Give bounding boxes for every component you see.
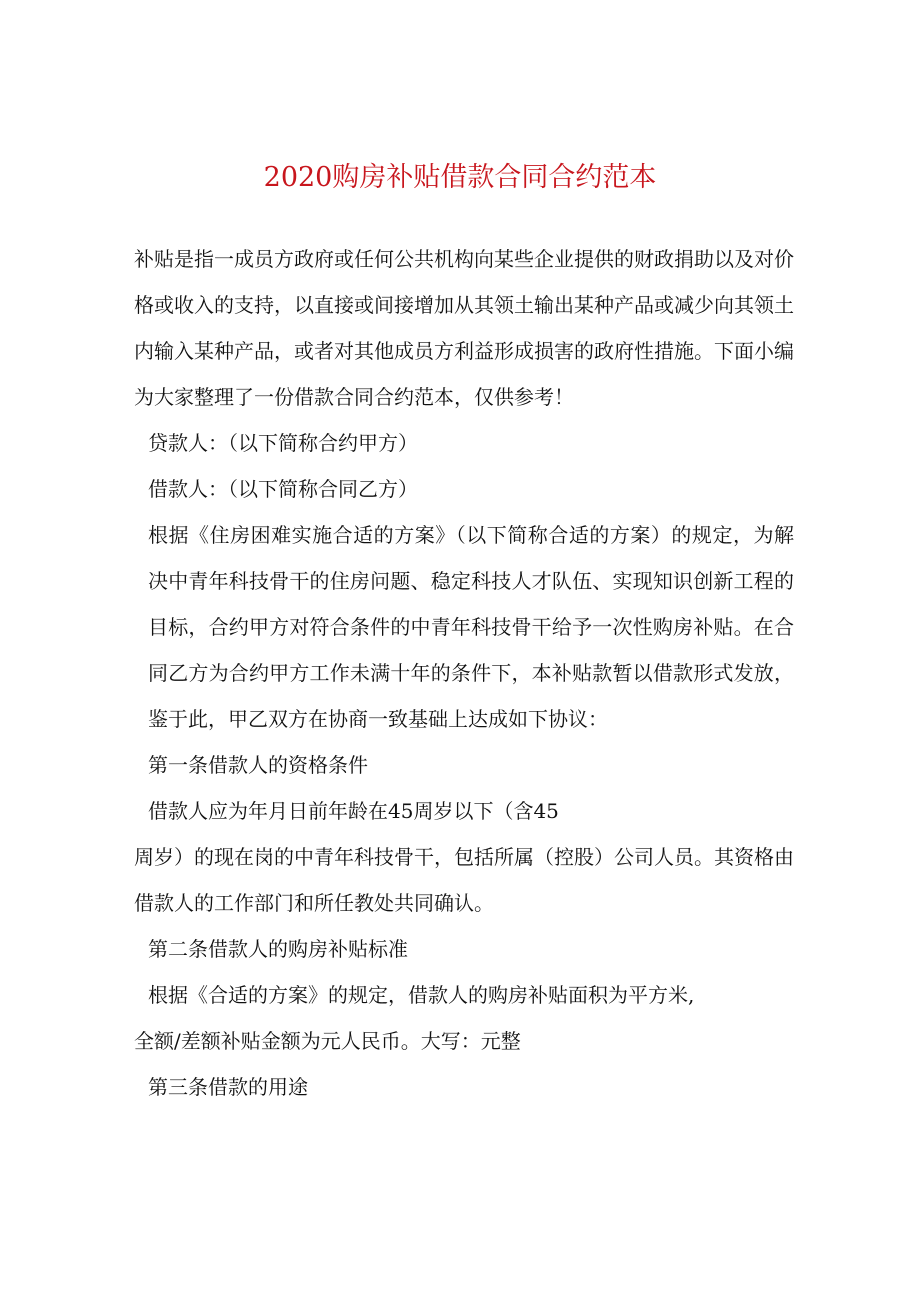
article-2-text-line-1: 根据《合适的方案》的规定，借款人的购房补贴面积为平方米,	[148, 983, 695, 1007]
lender-line: 贷款人：（以下简称合约甲方）	[148, 431, 418, 455]
borrower-line: 借款人：（以下简称合同乙方）	[148, 477, 418, 501]
article-1-text-line-2: 周岁）的现在岗的中青年科技骨干，包括所属（控股）公司人员。其资格由借款人的工作部门和所任教处共同确认。	[134, 845, 794, 915]
article-3-heading: 第三条借款的用途	[148, 1075, 308, 1099]
article-1-text-line-1: 借款人应为年月日前年龄在45周岁以下（含45	[148, 799, 559, 823]
article-2-heading: 第二条借款人的购房补贴标准	[148, 937, 408, 961]
document-body	[134, 236, 794, 1110]
document-title: 2020购房补贴借款合同合约范本	[263, 162, 657, 193]
intro-paragraph: 补贴是指一成员方政府或任何公共机构向某些企业提供的财政捐助以及对价格或收入的支持，以直接或间接增加从其领土输出某种产品或减少向其领土内输入某种产品，或者对其他成员方利益形成损害的政府性措施。下面小编为大家整理了一份借款合同合约范本，仅供参考！	[134, 247, 794, 409]
article-2-text-line-2: 全额/差额补贴金额为元人民币。大写：元整	[134, 1029, 521, 1053]
article-1-heading: 第一条借款人的资格条件	[148, 753, 368, 777]
agreement-basis-paragraph: 根据《住房困难实施合适的方案》（以下简称合适的方案）的规定，为解决中青年科技骨干的住房问题、稳定科技人才队伍、实现知识创新工程的目标，合约甲方对符合条件的中青年科技骨干给予一次性购房补贴。在合同乙方为合约甲方工作未满十年的条件下，本补贴款暂以借款形式发放，鉴于此，甲乙双方在协商一致基础上达成如下协议：	[148, 523, 794, 731]
